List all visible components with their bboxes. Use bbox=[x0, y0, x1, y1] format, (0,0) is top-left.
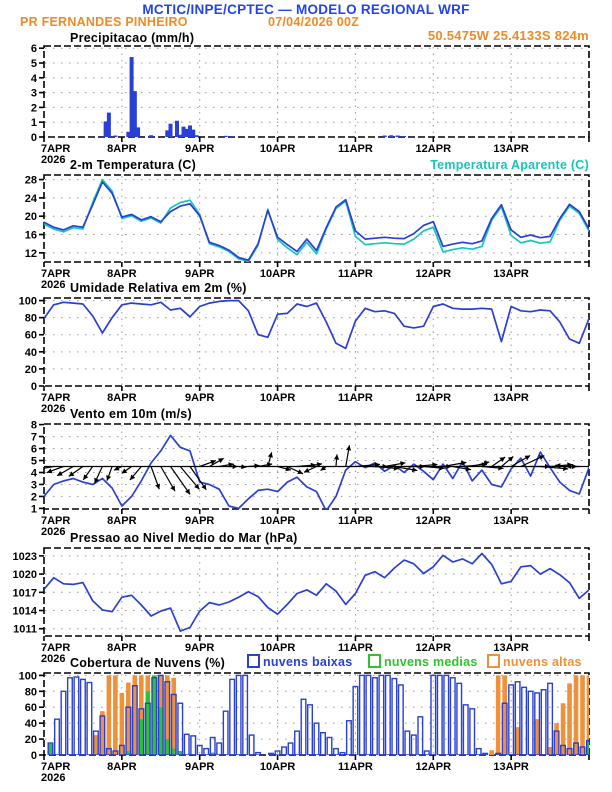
svg-text:11APR: 11APR bbox=[337, 515, 373, 527]
series bbox=[48, 675, 591, 755]
station-name: PR FERNANDES PINHEIRO bbox=[20, 15, 188, 29]
svg-text:80: 80 bbox=[24, 686, 37, 699]
panel-5 bbox=[19, 670, 592, 784]
svg-text:8APR: 8APR bbox=[107, 268, 137, 280]
svg-text:28: 28 bbox=[24, 174, 37, 187]
svg-text:12APR: 12APR bbox=[415, 642, 452, 654]
legend-mid-clouds-label: nuvens medias bbox=[384, 655, 478, 669]
svg-text:16: 16 bbox=[24, 229, 37, 242]
svg-text:8APR: 8APR bbox=[107, 515, 137, 527]
svg-text:0: 0 bbox=[30, 132, 37, 144]
high-clouds-swatch-icon bbox=[487, 654, 500, 668]
svg-text:13APR: 13APR bbox=[493, 143, 529, 155]
svg-text:80: 80 bbox=[24, 312, 37, 325]
svg-text:2: 2 bbox=[30, 102, 37, 115]
series bbox=[44, 301, 589, 349]
svg-text:12: 12 bbox=[24, 247, 37, 260]
svg-text:1011: 1011 bbox=[13, 623, 37, 636]
panel-3 bbox=[31, 420, 611, 538]
svg-text:6: 6 bbox=[30, 43, 37, 56]
svg-text:4: 4 bbox=[30, 72, 37, 85]
svg-text:9APR: 9APR bbox=[185, 642, 215, 654]
low-clouds-swatch-icon bbox=[247, 654, 260, 668]
model-run-datetime: 07/04/2026 00Z bbox=[268, 15, 360, 29]
svg-text:8APR: 8APR bbox=[107, 143, 137, 155]
svg-text:10APR: 10APR bbox=[259, 515, 296, 527]
svg-text:5: 5 bbox=[30, 58, 37, 71]
svg-text:10APR: 10APR bbox=[259, 143, 296, 155]
svg-text:13APR: 13APR bbox=[493, 761, 529, 773]
gridlines bbox=[45, 299, 588, 385]
svg-text:2026: 2026 bbox=[41, 772, 66, 784]
svg-text:12APR: 12APR bbox=[415, 392, 452, 404]
page-title: MCTIC/INPE/CPTEC — MODELO REGIONAL WRF bbox=[142, 2, 470, 17]
svg-text:5: 5 bbox=[30, 455, 37, 468]
station-coordinates: 50.5475W 25.4133S 824m bbox=[427, 28, 589, 43]
svg-text:11APR: 11APR bbox=[337, 642, 373, 654]
svg-text:7APR: 7APR bbox=[41, 642, 71, 654]
series bbox=[104, 57, 406, 137]
panel-1 bbox=[25, 175, 589, 291]
svg-text:11APR: 11APR bbox=[337, 392, 373, 404]
svg-text:13APR: 13APR bbox=[493, 392, 529, 404]
svg-text:12APR: 12APR bbox=[415, 761, 452, 773]
panel-2 bbox=[19, 296, 589, 415]
svg-text:2026: 2026 bbox=[41, 403, 66, 415]
svg-text:8APR: 8APR bbox=[107, 761, 137, 773]
svg-text:13APR: 13APR bbox=[493, 642, 529, 654]
svg-text:7APR: 7APR bbox=[41, 392, 71, 404]
legend-low-clouds bbox=[247, 655, 352, 669]
svg-text:3: 3 bbox=[30, 87, 37, 100]
panel-title-pressure: Pressao ao Nivel Medio do Mar (hPa) bbox=[70, 531, 298, 545]
svg-text:2026: 2026 bbox=[41, 526, 66, 538]
svg-text:10APR: 10APR bbox=[259, 392, 296, 404]
svg-text:12APR: 12APR bbox=[415, 515, 452, 527]
panel-title-apparent-temperature: Temperatura Aparente (C) bbox=[430, 158, 589, 172]
svg-text:7APR: 7APR bbox=[41, 268, 71, 280]
svg-text:1: 1 bbox=[30, 503, 37, 516]
svg-text:10APR: 10APR bbox=[259, 268, 296, 280]
legend-high-clouds-label: nuvens altas bbox=[503, 655, 582, 669]
panel-0 bbox=[31, 43, 589, 166]
svg-text:4: 4 bbox=[30, 467, 37, 480]
svg-text:2026: 2026 bbox=[41, 279, 66, 291]
panel-title-precipitation: Precipitacao (mm/h) bbox=[70, 31, 195, 45]
legend-mid-clouds bbox=[368, 655, 478, 669]
svg-text:13APR: 13APR bbox=[493, 515, 529, 527]
svg-text:60: 60 bbox=[24, 329, 37, 342]
svg-text:6: 6 bbox=[30, 443, 37, 456]
panel-title-humidity: Umidade Relativa em 2m (%) bbox=[70, 281, 247, 295]
svg-text:40: 40 bbox=[24, 718, 37, 731]
svg-text:11APR: 11APR bbox=[337, 268, 373, 280]
series bbox=[32, 435, 611, 510]
svg-text:3: 3 bbox=[30, 479, 37, 492]
panel-title-clouds: Cobertura de Nuvens (%) bbox=[70, 656, 226, 670]
svg-text:2026: 2026 bbox=[41, 154, 66, 166]
svg-text:1: 1 bbox=[30, 117, 37, 130]
svg-text:7APR: 7APR bbox=[41, 515, 71, 527]
svg-text:0: 0 bbox=[30, 381, 37, 393]
svg-text:20: 20 bbox=[24, 363, 37, 376]
svg-text:100: 100 bbox=[18, 295, 37, 308]
svg-text:100: 100 bbox=[18, 670, 37, 683]
svg-text:12APR: 12APR bbox=[415, 268, 452, 280]
gridlines bbox=[45, 47, 588, 136]
svg-text:11APR: 11APR bbox=[337, 761, 373, 773]
svg-text:9APR: 9APR bbox=[185, 392, 215, 404]
svg-text:9APR: 9APR bbox=[185, 515, 215, 527]
mid-clouds-swatch-icon bbox=[368, 654, 381, 668]
svg-text:40: 40 bbox=[24, 346, 37, 359]
panel-title-temperature: 2-m Temperatura (C) bbox=[70, 158, 197, 172]
svg-text:1014: 1014 bbox=[12, 605, 37, 618]
svg-text:24: 24 bbox=[24, 192, 37, 205]
svg-text:11APR: 11APR bbox=[337, 143, 373, 155]
gridlines bbox=[45, 549, 588, 635]
svg-text:7: 7 bbox=[30, 431, 37, 444]
svg-text:1020: 1020 bbox=[12, 569, 37, 582]
panel-title-wind: Vento em 10m (m/s) bbox=[70, 407, 192, 421]
svg-text:10APR: 10APR bbox=[259, 761, 296, 773]
svg-text:8APR: 8APR bbox=[107, 392, 137, 404]
svg-text:13APR: 13APR bbox=[493, 268, 529, 280]
svg-text:2: 2 bbox=[30, 491, 37, 504]
svg-text:0: 0 bbox=[30, 750, 37, 762]
svg-text:1023: 1023 bbox=[12, 550, 37, 563]
svg-text:7APR: 7APR bbox=[41, 143, 71, 155]
legend-low-clouds-label: nuvens baixas bbox=[263, 655, 353, 669]
svg-text:8APR: 8APR bbox=[107, 642, 137, 654]
svg-text:20: 20 bbox=[24, 211, 37, 224]
panel-4 bbox=[13, 548, 589, 665]
svg-text:2026: 2026 bbox=[41, 653, 66, 665]
svg-text:9APR: 9APR bbox=[185, 268, 215, 280]
legend-high-clouds bbox=[487, 655, 582, 669]
svg-text:8: 8 bbox=[30, 419, 37, 432]
svg-text:9APR: 9APR bbox=[185, 761, 215, 773]
svg-text:60: 60 bbox=[24, 702, 37, 715]
svg-text:7APR: 7APR bbox=[41, 761, 71, 773]
svg-text:9APR: 9APR bbox=[185, 143, 215, 155]
svg-text:1017: 1017 bbox=[12, 587, 37, 600]
svg-text:12APR: 12APR bbox=[415, 143, 452, 155]
series bbox=[44, 180, 589, 262]
svg-text:20: 20 bbox=[24, 734, 37, 747]
svg-text:10APR: 10APR bbox=[259, 642, 296, 654]
